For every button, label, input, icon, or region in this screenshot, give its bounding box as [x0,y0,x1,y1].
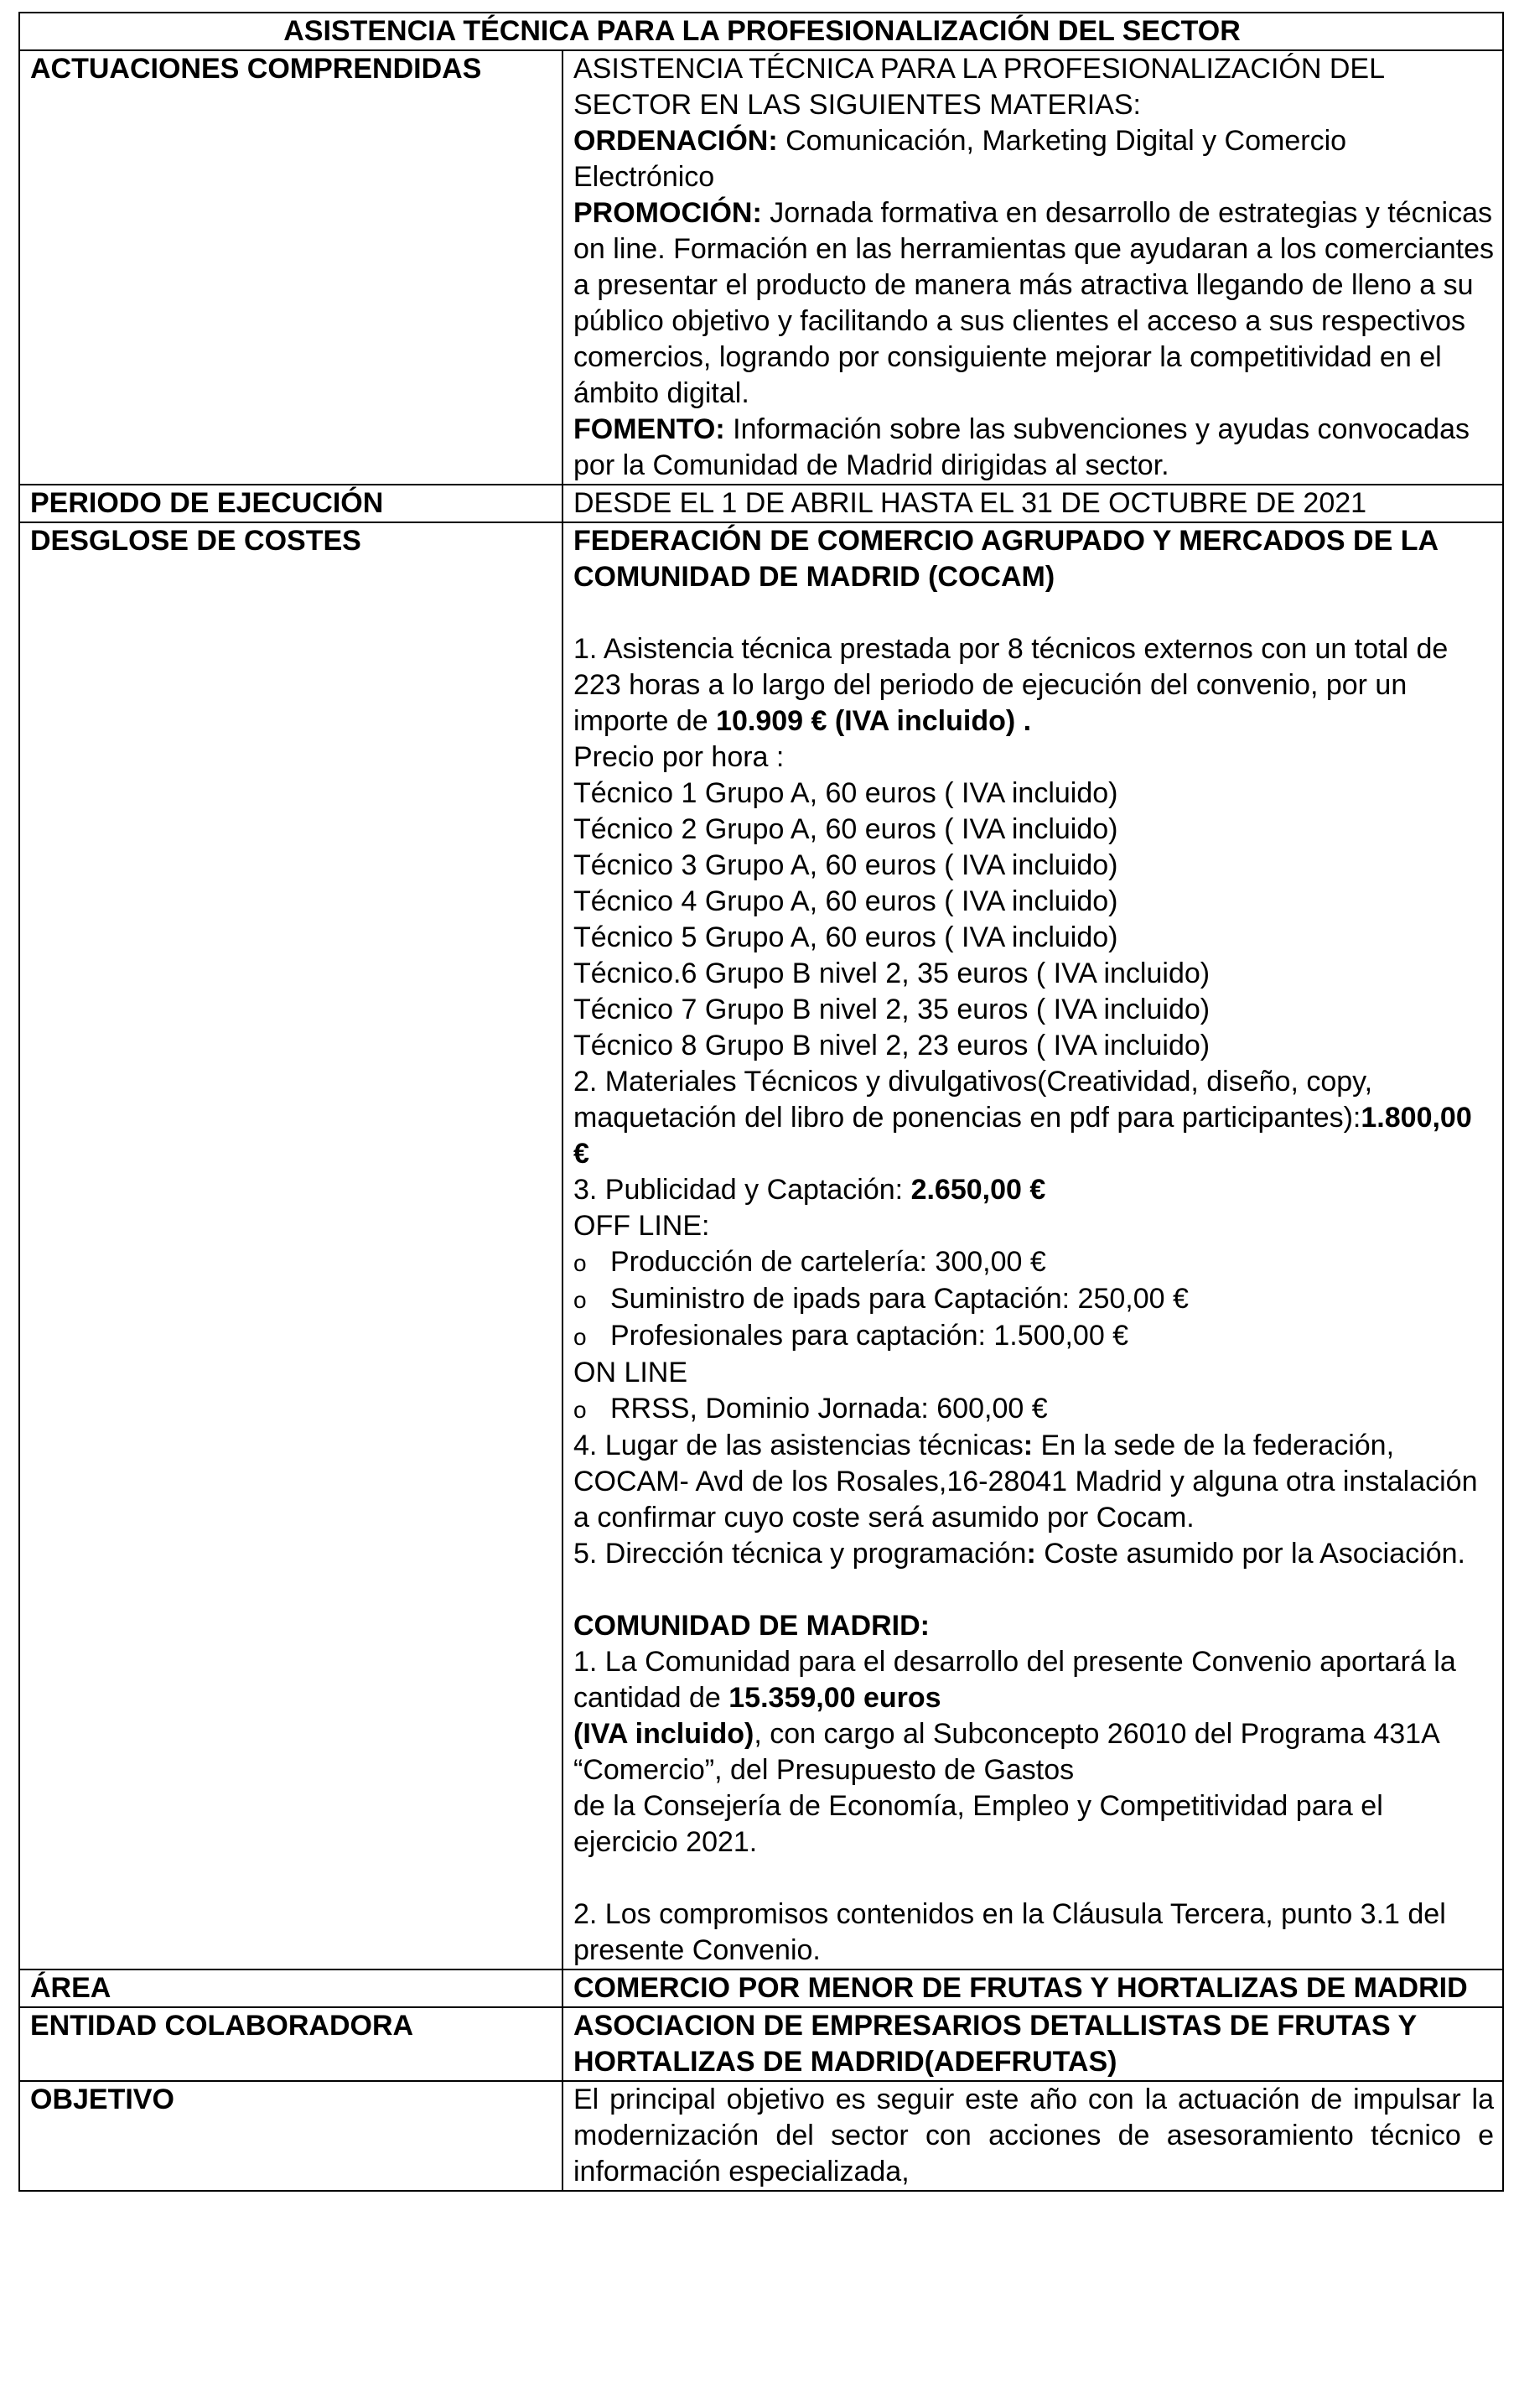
tecnico-6: Técnico.6 Grupo B nivel 2, 35 euros ( IVA incluido) [573,957,1211,989]
tecnico-7: Técnico 7 Grupo B nivel 2, 35 euros ( IVA incluido) [573,994,1211,1025]
ordenacion-label: ORDENACIÓN: [573,125,778,157]
cm1-rest2: de la Consejería de Economía, Empleo y Competitividad para el ejercicio 2021. [573,1790,1383,1858]
area-row [19,1969,1503,2007]
tecnico-3: Técnico 3 Grupo A, 60 euros ( IVA incluido) [573,849,1118,881]
periodo-value: DESDE EL 1 DE ABRIL HASTA EL 31 DE OCTUBRE DE 2021 [562,485,1503,522]
periodo-row [19,485,1503,522]
item4-colon: : [1023,1430,1034,1461]
online-label: ON LINE [573,1357,688,1388]
tecnico-8: Técnico 8 Grupo B nivel 2, 23 euros ( IVA incluido) [573,1030,1211,1061]
area-label: ÁREA [19,1969,562,2007]
entidad-value: ASOCIACION DE EMPRESARIOS DETALLISTAS DE FRUTAS Y HORTALIZAS DE MADRID(ADEFRUTAS) [562,2007,1503,2081]
program-table [18,12,1504,2192]
area-value: COMERCIO POR MENOR DE FRUTAS Y HORTALIZAS DE MADRID [562,1969,1503,2007]
promocion-text: Jornada formativa en desarrollo de estrategias y técnicas on line. Formación en las herramientas que ayudaran a los comerciantes a presentar el producto de manera más atractiva llegando de lleno a su público objetivo y facilitando a sus clientes el acceso a sus respectivos comercios, logrando por consiguiente mejorar la competitividad en el ámbito digital. [573,197,1495,409]
tecnico-2: Técnico 2 Grupo A, 60 euros ( IVA incluido) [573,813,1118,845]
item3-paragraph [573,1172,1494,1208]
entidad-label: ENTIDAD COLABORADORA [19,2007,562,2081]
actuaciones-label: ACTUACIONES COMPRENDIDAS [19,50,562,485]
comunidad-heading: COMUNIDAD DE MADRID: [573,1610,930,1642]
item1-amount: 10.909 € (IVA incluido) . [716,705,1032,737]
tecnico-5: Técnico 5 Grupo A, 60 euros ( IVA incluido) [573,921,1118,953]
promocion-label: PROMOCIÓN: [573,197,762,229]
fomento-text: Información sobre las subvenciones y ayudas convocadas por la Comunidad de Madrid dirigidas al sector. [573,413,1470,481]
offline-item-text: Suministro de ipads para Captación: 250,00 € [610,1283,1189,1315]
item2-amount: 1.800,00 € [573,1102,1472,1170]
desglose-content [562,522,1503,1969]
online-item-text: RRSS, Dominio Jornada: 600,00 € [610,1393,1048,1425]
tecnico-1: Técnico 1 Grupo A, 60 euros ( IVA incluido) [573,777,1118,809]
offline-item [573,1281,1494,1318]
desglose-label: DESGLOSE DE COSTES [19,522,562,1969]
spacer [573,1572,1494,1608]
objetivo-label: OBJETIVO [19,2081,562,2191]
actuaciones-content [562,50,1503,485]
item2-text: 2. Materiales Técnicos y divulgativos(Creatividad, diseño, copy, maquetación del libro de ponencias en pdf para participantes): [573,1066,1373,1134]
offline-item-text: Profesionales para captación: 1.500,00 € [610,1320,1129,1352]
tecnico-4: Técnico 4 Grupo A, 60 euros ( IVA incluido) [573,885,1118,917]
item4-title: 4. Lugar de las asistencias técnicas [573,1430,1024,1461]
fomento-label: FOMENTO: [573,413,725,445]
bullet-circle-icon: o [573,1397,587,1423]
objetivo-value: El principal objetivo es seguir este año con la actuación de impulsar la modernización del sector con acciones de asesoramiento técnico e información especializada, [562,2081,1503,2191]
bullet-circle-icon: o [573,1287,587,1313]
item3-amount: 2.650,00 € [910,1174,1046,1206]
bullet-circle-icon: o [573,1324,587,1350]
title-row [19,13,1503,50]
cm1-amount: 15.359,00 euros [728,1682,941,1714]
online-item [573,1391,1494,1428]
item5-paragraph [573,1536,1494,1572]
item4-text: En la sede de la federación, COCAM- Avd de los Rosales,16-28041 Madrid y alguna otra instalación a confirmar cuyo coste será asumido por Cocam. [573,1430,1478,1534]
offline-item [573,1318,1494,1355]
offline-item-text: Producción de cartelería: 300,00 € [610,1246,1046,1278]
desglose-row [19,522,1503,1969]
bullet-circle-icon: o [573,1250,587,1276]
entidad-row [19,2007,1503,2081]
cm1-rest: , con cargo al Subconcepto 26010 del Programa 431A “Comercio”, del Presupuesto de Gastos [573,1718,1439,1786]
promocion-paragraph [573,195,1494,412]
item5-title: 5. Dirección técnica y programación [573,1538,1027,1570]
item2-paragraph [573,1064,1494,1172]
item5-text: Coste asumido por la Asociación. [1035,1538,1465,1570]
cm1-iva: (IVA incluido) [573,1718,754,1750]
item4-paragraph [573,1428,1494,1536]
offline-label: OFF LINE: [573,1210,710,1242]
spacer [573,595,1494,631]
offline-item [573,1244,1494,1281]
ordenacion-text: Comunicación, Marketing Digital y Comercio Electrónico [573,125,1347,193]
item1-text: 1. Asistencia técnica prestada por 8 técnicos externos con un total de 223 horas a lo largo del periodo de ejecución del convenio, por un importe de [573,633,1449,737]
actuaciones-row [19,50,1503,485]
cm2-paragraph: 2. Los compromisos contenidos en la Cláusula Tercera, punto 3.1 del presente Convenio. [573,1898,1446,1966]
table-title: ASISTENCIA TÉCNICA PARA LA PROFESIONALIZACIÓN DEL SECTOR [19,13,1503,50]
spacer [573,1860,1494,1897]
item3-text: 3. Publicidad y Captación: [573,1174,911,1206]
cm1-paragraph-cont [573,1716,1494,1788]
actuaciones-intro: ASISTENCIA TÉCNICA PARA LA PROFESIONALIZACIÓN DEL SECTOR EN LAS SIGUIENTES MATERIAS: [573,53,1384,121]
fomento-paragraph [573,412,1494,484]
item5-colon: : [1026,1538,1036,1570]
cm1-text: 1. La Comunidad para el desarrollo del presente Convenio aportará la cantidad de [573,1646,1456,1714]
federacion-heading: FEDERACIÓN DE COMERCIO AGRUPADO Y MERCADOS DE LA COMUNIDAD DE MADRID (COCAM) [573,525,1438,593]
item1-paragraph [573,631,1494,740]
objetivo-row [19,2081,1503,2191]
periodo-label: PERIODO DE EJECUCIÓN [19,485,562,522]
cm1-paragraph [573,1644,1494,1716]
precio-hora: Precio por hora : [573,741,785,773]
ordenacion-paragraph [573,123,1494,195]
